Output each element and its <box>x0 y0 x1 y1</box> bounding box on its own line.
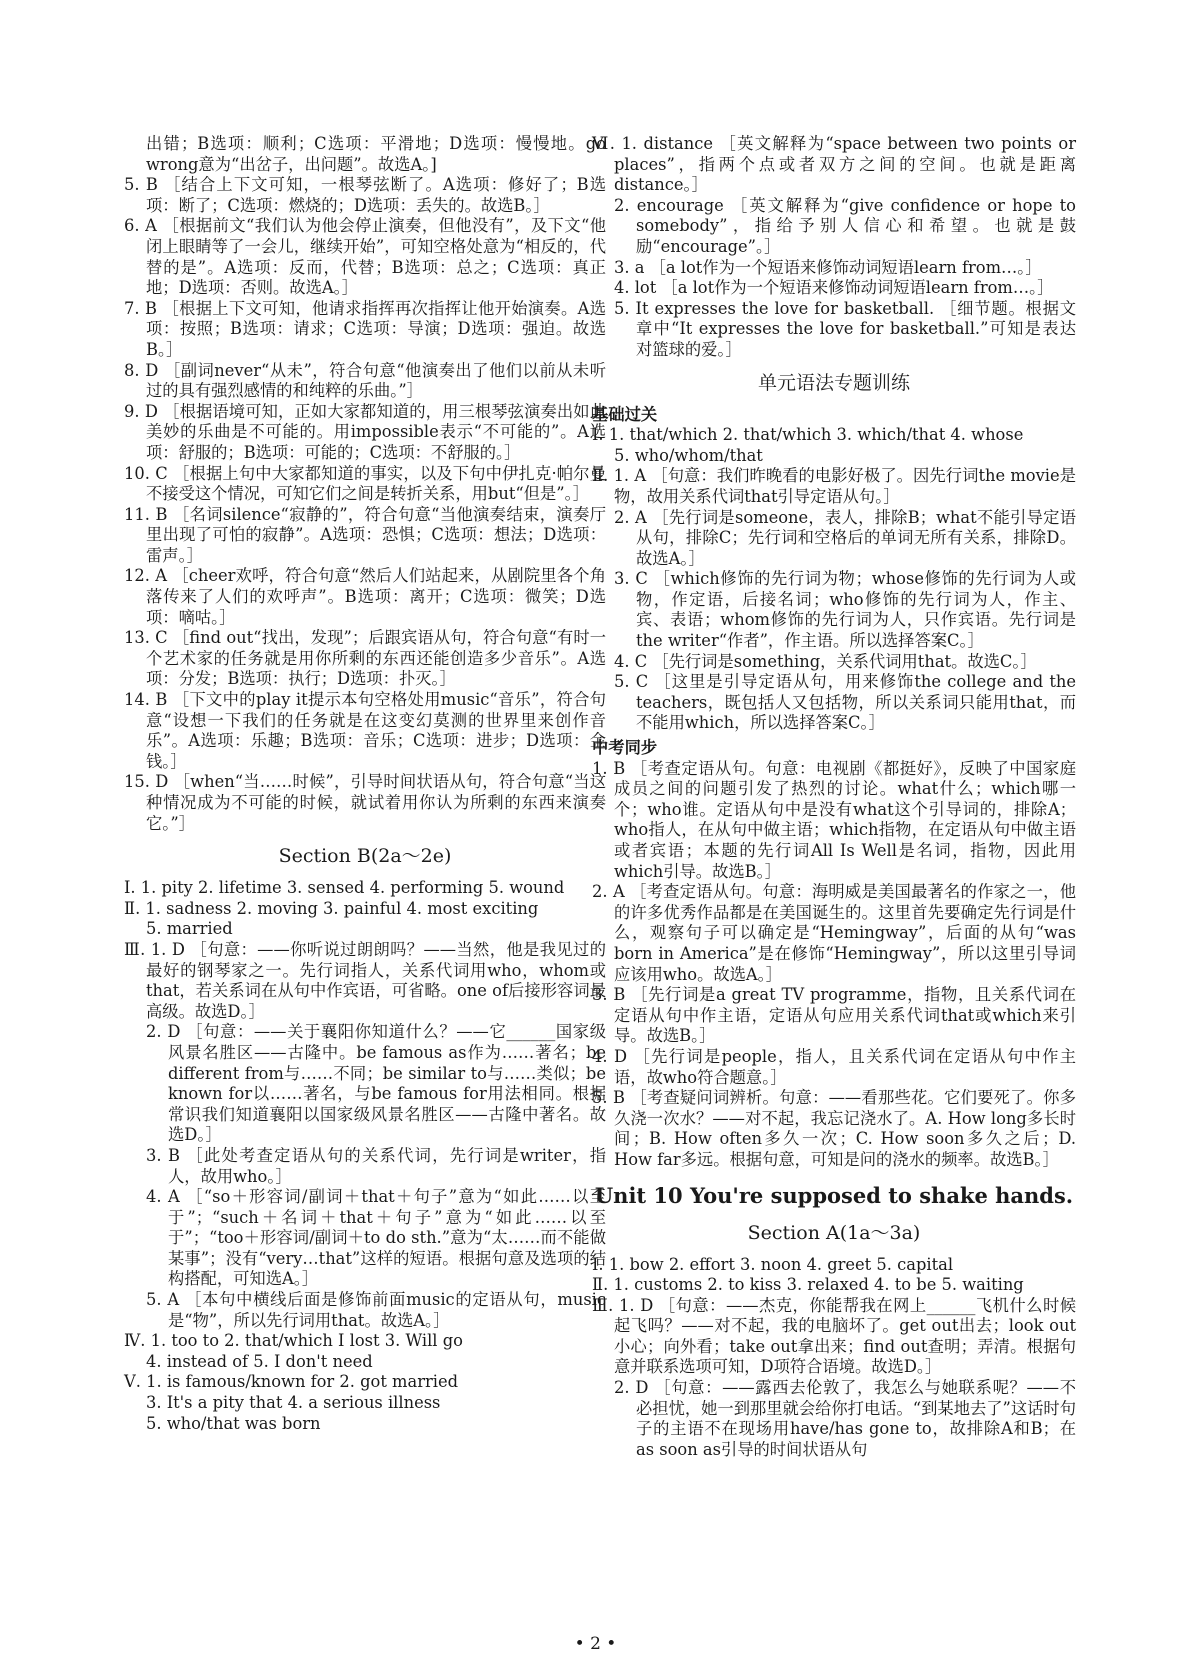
unit-heading: Unit 10 You're supposed to shake hands. <box>594 1182 1074 1208</box>
answer-subentry: 3. a ［a lot作为一个短语来修饰动词短语learn from…。］ <box>614 257 1042 277</box>
answer-continuation: 出错；B选项：顺利；C选项：平滑地；D选项：慢慢地。go wrong意为“出岔子，出问题”。故选A。] <box>146 134 606 174</box>
answer-entry: Ⅱ. 1. A ［句意：我们昨晚看的电影好极了。因先行词the movie是物，故用关系代词that引导定语从句。］ <box>592 466 1076 506</box>
answer-subentry: 2. A ［先行词是someone，表人，排除B；what不能引导定语从句，排除C；先行词和空格后的单词无所有关系，排除D。故选A。］ <box>614 507 1076 568</box>
answer-subentry: 4. A ［“so＋形容词/副词＋that＋句子”意为“如此……以至于”；“such＋名词＋that＋句子”意为“如此……以至于”；“too＋形容词/副词＋to do sth.”意为“太……而不能做某事”；没有“very…that”这样的短语。根据句意及选项的结构搭配，可知选A。］ <box>146 1187 606 1289</box>
answer-continuation: 5. married <box>146 919 233 939</box>
answer-subentry: 3. B ［此处考查定语从句的关系代词，先行词是writer，指人，故用who。］ <box>146 1145 606 1186</box>
left-column <box>124 134 606 1434</box>
answer-entry: 5. B ［考查疑问词辨析。句意：——看那些花。它们要死了。你多久浇一次水？——对不起，我忘记浇水了。A. How long多长时间；B. How often多久一次；C. How soon多久之后；D. How far多远。根据句意，可知是问的浇水的频率。故选B。］ <box>592 1088 1076 1169</box>
answer-subentry: 2. D ［句意：——关于襄阳你知道什么？——它______国家级风景名胜区——古隆中。be famous as作为……著名；be different from与……不同；be similar to与……类似；be known for以……著名，与be famous for用法相同。根据常识我们知道襄阳以国家级风景名胜区——古隆中著名。故选D。］ <box>146 1022 606 1145</box>
answer-entry: Ⅴ. 1. is famous/known for 2. got married <box>124 1372 459 1392</box>
answer-subentry: 5. C ［这里是引导定语从句，用来修饰the college and the teachers，既包括人又包括物，所以关系词只能用that，而不能用which，所以选择答案C。］ <box>614 672 1076 733</box>
answer-subentry: 4. C ［先行词是something，关系代词用that。故选C。］ <box>614 651 1037 671</box>
answer-subentry: 4. lot ［a lot作为一个短语来修饰动词短语learn from…。］ <box>614 278 1054 298</box>
answer-entry: Ⅰ. 1. bow 2. effort 3. noon 4. greet 5. capital <box>592 1254 954 1274</box>
page-number: • 2 • <box>574 1634 617 1654</box>
answer-entry: 3. B ［先行词是a great TV programme，指物，且关系代词在定语从句中作主语，定语从句应用关系代词that或which来引导。故选B。］ <box>592 985 1076 1046</box>
answer-entry: 5. B ［结合上下文可知，一根琴弦断了。A选项：修好了；B选项：断了；C选项：燃烧的；D选项：丢失的。故选B。］ <box>124 175 606 215</box>
section-heading: Section A(1a～3a) <box>747 1221 921 1244</box>
answer-entry: 1. B ［考查定语从句。句意：电视剧《都挺好》，反映了中国家庭成员之间的问题引发了热烈的讨论。what什么；which哪一个；who谁。定语从句中是没有what这个引导词的，排除A；who指人，在从句中做主语；which指物，在定语从句中做主语或者宾语；本题的先行词All Is Well是名词，指物，因此用which引导。故选B。］ <box>592 758 1076 881</box>
section-heading: 单元语法专题训练 <box>757 371 910 394</box>
answer-entry: Ⅰ. 1. pity 2. lifetime 3. sensed 4. performing 5. wound <box>124 878 565 898</box>
subsection-label: 中考同步 <box>592 738 658 758</box>
answer-entry: 4. D ［先行词是people，指人，且关系代词在定语从句中作主语，故who符合题意。］ <box>592 1046 1076 1087</box>
answer-entry: 15. D ［when“当……时候”，引导时间状语从句，符合句意“当这种情况成为不可能的时候，就试着用你认为所剩的东西来演奏它。”］ <box>124 772 606 833</box>
answer-entry: 8. D ［副词never“从未”，符合句意“他演奏出了他们以前从未听过的具有强烈感情的和纯粹的乐曲。”］ <box>124 360 606 401</box>
answer-entry: Ⅱ. 1. customs 2. to kiss 3. relaxed 4. to be 5. waiting <box>592 1275 1024 1295</box>
answer-entry: 11. B ［名词silence“寂静的”，符合句意“当他演奏结束，演奏厅里出现了可怕的寂静”。A选项：恐惧；C选项：想法；D选项：雷声。］ <box>124 504 606 565</box>
answer-subentry: 2. encourage ［英文解释为“give confidence or hope to somebody”，指给予别人信心和希望。也就是鼓励“encourage”。］ <box>614 195 1076 256</box>
answer-entry: 7. B ［根据上下文可知，他请求指挥再次指挥让他开始演奏。A选项：按照；B选项：请求；C选项：导演；D选项：强迫。故选B。］ <box>124 298 606 359</box>
answer-entry: Ⅰ. 1. that/which 2. that/which 3. which/that 4. whose <box>592 425 1024 445</box>
answer-subentry: 5. It expresses the love for basketball. ［细节题。根据文章中“It expresses the love for basketball.”可知是表达对篮球的爱。］ <box>614 298 1076 359</box>
answer-entry: 10. C ［根据上句中大家都知道的事实，以及下句中伊扎克·帕尔曼不接受这个情况，可知它们之间是转折关系，用but“但是”。］ <box>124 463 606 504</box>
answer-continuation: 5. who/whom/that <box>614 445 763 465</box>
answer-continuation: 3. It's a pity that 4. a serious illness <box>146 1393 441 1413</box>
answer-entry: Ⅲ. 1. D ［句意：——你听说过朗朗吗？——当然，他是我见过的最好的钢琴家之一。先行词指人，关系代词用who，whom或that，若关系词在从句中作宾语，可省略。one of后接形容词最高级。故选D。］ <box>124 939 606 1021</box>
answer-entry: 6. A ［根据前文“我们认为他会停止演奏，但他没有”，及下文“他闭上眼睛等了一会儿，继续开始”，可知空格处意为“相反的，代替的是”。A选项：反而，代替；B选项：总之；C选项：真正地；D选项：否则。故选A。］ <box>124 216 606 298</box>
right-column <box>592 134 1076 1460</box>
answer-entry: 12. A ［cheer欢呼，符合句意“然后人们站起来，从剧院里各个角落传来了人们的欢呼声”。B选项：离开；C选项：微笑；D选项：嘀咕。］ <box>124 566 606 627</box>
subsection-label: 基础过关 <box>592 404 658 424</box>
answer-entry: 13. C ［find out“找出，发现”；后跟宾语从句，符合句意“有时一个艺术家的任务就是用你所剩的东西还能创造多少音乐”。A选项：分发；B选项：执行；D选项：扑灭。］ <box>124 628 606 689</box>
answer-entry: Ⅱ. 1. sadness 2. moving 3. painful 4. most exciting <box>124 898 539 918</box>
answer-subentry: 2. D ［句意：——露西去伦敦了，我怎么与她联系呢？——不必担忧，她一到那里就会给你打电话。“到某地去了”这话时句子的主语不在现场用have/has gone to，故排除A和B；在as soon as引导的时间状语从句 <box>614 1378 1076 1459</box>
section-heading: Section B(2a～2e) <box>278 845 452 868</box>
answer-entry: Ⅳ. 1. too to 2. that/which I lost 3. Will go <box>124 1331 463 1351</box>
answer-entry: Ⅵ. 1. distance ［英文解释为“space between two points or places”，指两个点或者双方之间的空间。也就是距离distance。］ <box>592 134 1076 195</box>
answer-subentry: 5. A ［本句中横线后面是修饰前面music的定语从句，music是“物”，所以先行词用that。故选A。］ <box>146 1290 606 1330</box>
answer-entry: 9. D ［根据语境可知，正如大家都知道的，用三根琴弦演奏出如此美妙的乐曲是不可能的。用impossible表示“不可能的”。A选项：舒服的；B选项：可能的；C选项：不舒服的。］ <box>124 401 606 462</box>
answer-continuation: 4. instead of 5. I don't need <box>146 1351 373 1371</box>
answer-entry: 14. B ［下文中的play it提示本句空格处用music“音乐”，符合句意“设想一下我们的任务就是在这变幻莫测的世界里来创作音乐”。A选项：乐趣；B选项：音乐；C选项：进步；D选项：金钱。］ <box>124 690 606 771</box>
answer-subentry: 3. C ［which修饰的先行词为物；whose修饰的先行词为人或物，作定语，后接名词；who修饰的先行词为人，作主、宾、表语；whom修饰的先行词为人，只作宾语。先行词是the writer“作者”，作主语。所以选择答案C。］ <box>614 569 1076 651</box>
answer-entry: 2. A ［考查定语从句。句意：海明威是美国最著名的作家之一，他的许多优秀作品都是在美国诞生的。这里首先要确定先行词是什么，观察句子可以确定是“Hemingway”，后面的从句“was born in America”是在修饰“Hemingway”，所以这里引导词应该用who。故选A。］ <box>592 882 1076 984</box>
answer-continuation: 5. who/that was born <box>146 1413 321 1433</box>
answer-entry: Ⅲ. 1. D ［句意：——杰克，你能帮我在网上______飞机什么时候起飞吗？——对不起，我的电脑坏了。get out出去；look out小心；向外看；take out拿出来；find out查明；弄清。根据句意并联系选项可知，D项符合语境。故选D。］ <box>592 1295 1076 1377</box>
